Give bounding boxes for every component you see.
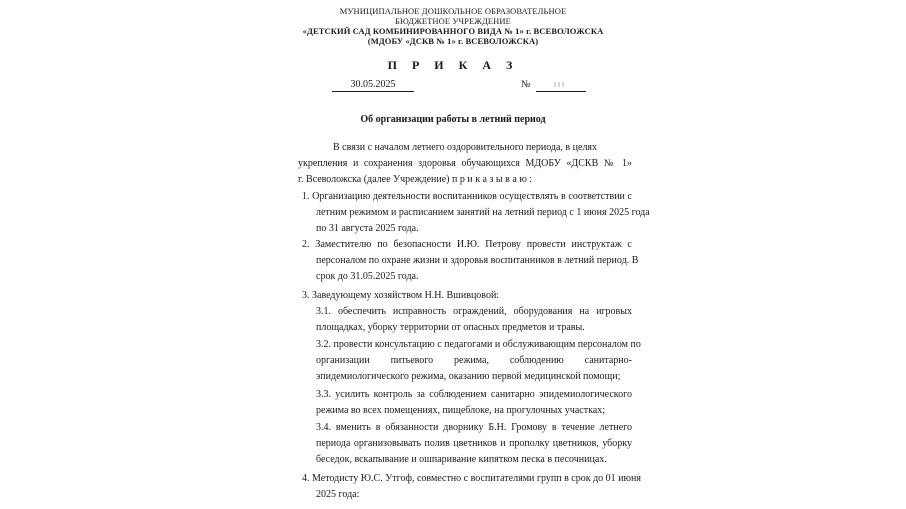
item-4-line-1: 4. Методисту Ю.С. Утгоф, совместно с воспитателями групп в срок до 01 июня	[302, 473, 641, 484]
item-3-4-line-3: беседок, вскапывание и ошпаривание кипятком песка в песочницах.	[316, 454, 607, 465]
item-2-line-2: персоналом по охране жизни и здоровья воспитанников в летний период. В	[316, 255, 639, 266]
item-3-1-line-1: 3.1. обеспечить исправность ограждений, оборудования на игровых	[316, 306, 632, 317]
header-line-2: БЮДЖЕТНОЕ УЧРЕЖДЕНИЕ	[395, 16, 511, 26]
organization-header	[0, 6, 906, 46]
item-1-line-2: летним режимом и расписанием занятий на летний период с 1 июня 2025 года	[316, 207, 650, 218]
item-3-3-line-1: 3.3. усилить контроль за соблюдением санитарно эпидемиологического	[316, 389, 632, 400]
item-1-line-1: 1. Организацию деятельности воспитанников осуществлять в соответствии с	[302, 191, 632, 202]
header-line-4: (МДОБУ «ДСКВ № 1» г. ВСЕВОЛОЖСКА)	[367, 36, 539, 46]
item-2-line-1: 2. Заместителю по безопасности И.Ю. Петрову провести инструктаж с	[302, 239, 632, 250]
intro-line-1: В связи с началом летнего оздоровительного периода, в целях	[333, 142, 598, 153]
document-title: П Р И К А З	[387, 58, 519, 72]
header-line-1: МУНИЦИПАЛЬНОЕ ДОШКОЛЬНОЕ ОБРАЗОВАТЕЛЬНОЕ	[339, 6, 567, 16]
intro-line-2: укрепления и сохранения здоровья обучающихся МДОБУ «ДСКВ № 1»	[298, 158, 632, 169]
item-2-line-3: срок до 31.05.2025 года.	[316, 271, 419, 282]
order-number-underline	[536, 91, 586, 92]
item-3-4-line-1: 3.4. вменить в обязанности дворнику Б.Н. Громову в течение летнего	[316, 422, 632, 433]
item-3-1-line-2: площадках, уборку территории от опасных предметов и травы.	[316, 322, 585, 333]
order-date: 30.05.2025	[332, 79, 414, 92]
item-1-line-3: по 31 августа 2025 года.	[316, 223, 419, 234]
order-subject: Об организации работы в летний период	[360, 114, 546, 125]
item-3-heading: 3. Заведующему хозяйством Н.Н. Вшивцовой:	[302, 290, 500, 301]
header-line-3: «ДЕТСКИЙ САД КОМБИНИРОВАННОГО ВИДА № 1» г. ВСЕВОЛОЖСКА	[302, 26, 604, 36]
item-3-2-line-2: организации питьевого режима, соблюдению санитарно-	[316, 355, 632, 366]
item-3-3-line-2: режима во всех помещениях, пищеблоке, на прогулочных участках;	[316, 405, 606, 416]
intro-line-3: г. Всеволожска (далее Учреждение) п р и к а з ы в а ю :	[298, 174, 533, 185]
item-3-2-line-1: 3.2. провести консультацию с педагогами и обслуживающим персоналом по	[316, 339, 641, 350]
item-3-2-line-3: эпидемиологического режима, оказанию первой медицинской помощи;	[316, 371, 621, 382]
item-3-4-line-2: периода организовывать полив цветников и прополку цветников, уборку	[316, 438, 632, 449]
order-number-label: №	[521, 79, 531, 90]
order-number-redacted	[540, 79, 580, 90]
item-4-line-2: 2025 года:	[316, 489, 360, 500]
